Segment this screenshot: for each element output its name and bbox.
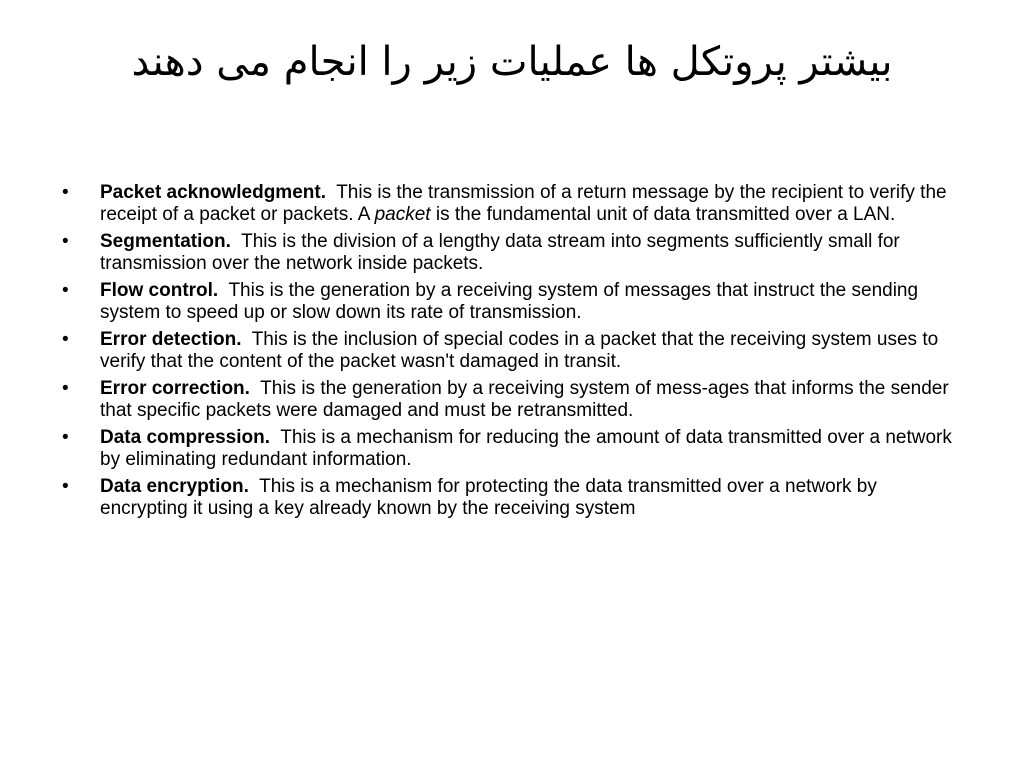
bullet-text: This is the transmission of a return message by the recipient to verify the receipt of a packet or packets. A [100, 182, 947, 225]
bullet-text-after: is the fundamental unit of data transmitted over a LAN. [430, 204, 896, 225]
bullet-dot: • [62, 378, 69, 399]
bullet-item [62, 427, 962, 471]
slide-title: بیشتر پروتکل ها عملیات زیر را انجام می دهند [131, 39, 893, 85]
bullet-dot: • [62, 329, 69, 350]
bullet-item [62, 329, 962, 373]
bullet-item [62, 476, 962, 520]
bullet-item [62, 378, 962, 422]
bullet-dot: • [62, 231, 69, 252]
bullet-term: Packet acknowledgment. [100, 182, 326, 203]
bullet-dot: • [62, 476, 69, 497]
bullet-term: Segmentation. [100, 231, 231, 252]
bullet-item [62, 182, 962, 226]
bullet-term: Data compression. [100, 427, 270, 448]
bullet-text: This is the division of a lengthy data stream into segments sufficiently small for transmission over the network inside packets. [100, 231, 900, 274]
bullet-text: This is the inclusion of special codes in a packet that the receiving system uses to verify that the content of the packet wasn't damaged in transit. [100, 329, 939, 372]
bullet-dot: • [62, 280, 69, 301]
bullet-item [62, 280, 962, 324]
bullet-list [62, 182, 962, 525]
bullet-dot: • [62, 427, 69, 448]
bullet-dot: • [62, 182, 69, 203]
bullet-text: This is the generation by a receiving system of mess-ages that informs the sender that specific packets were damaged and must be retransmitted. [100, 378, 949, 421]
bullet-term: Flow control. [100, 280, 219, 301]
bullet-text: This is a mechanism for reducing the amount of data transmitted over a network by eliminating redundant information. [100, 427, 952, 470]
bullet-text: This is the generation by a receiving system of messages that instruct the sending system to speed up or slow down its rate of transmission. [100, 280, 919, 323]
bullet-term: Error detection. [100, 329, 242, 350]
bullet-term: Data encryption. [100, 476, 249, 497]
bullet-emphasis: packet [374, 204, 431, 225]
bullet-term: Error correction. [100, 378, 250, 399]
bullet-text: This is a mechanism for protecting the data transmitted over a network by encrypting it using a key already known by the receiving system [100, 476, 877, 519]
bullet-item [62, 231, 962, 275]
